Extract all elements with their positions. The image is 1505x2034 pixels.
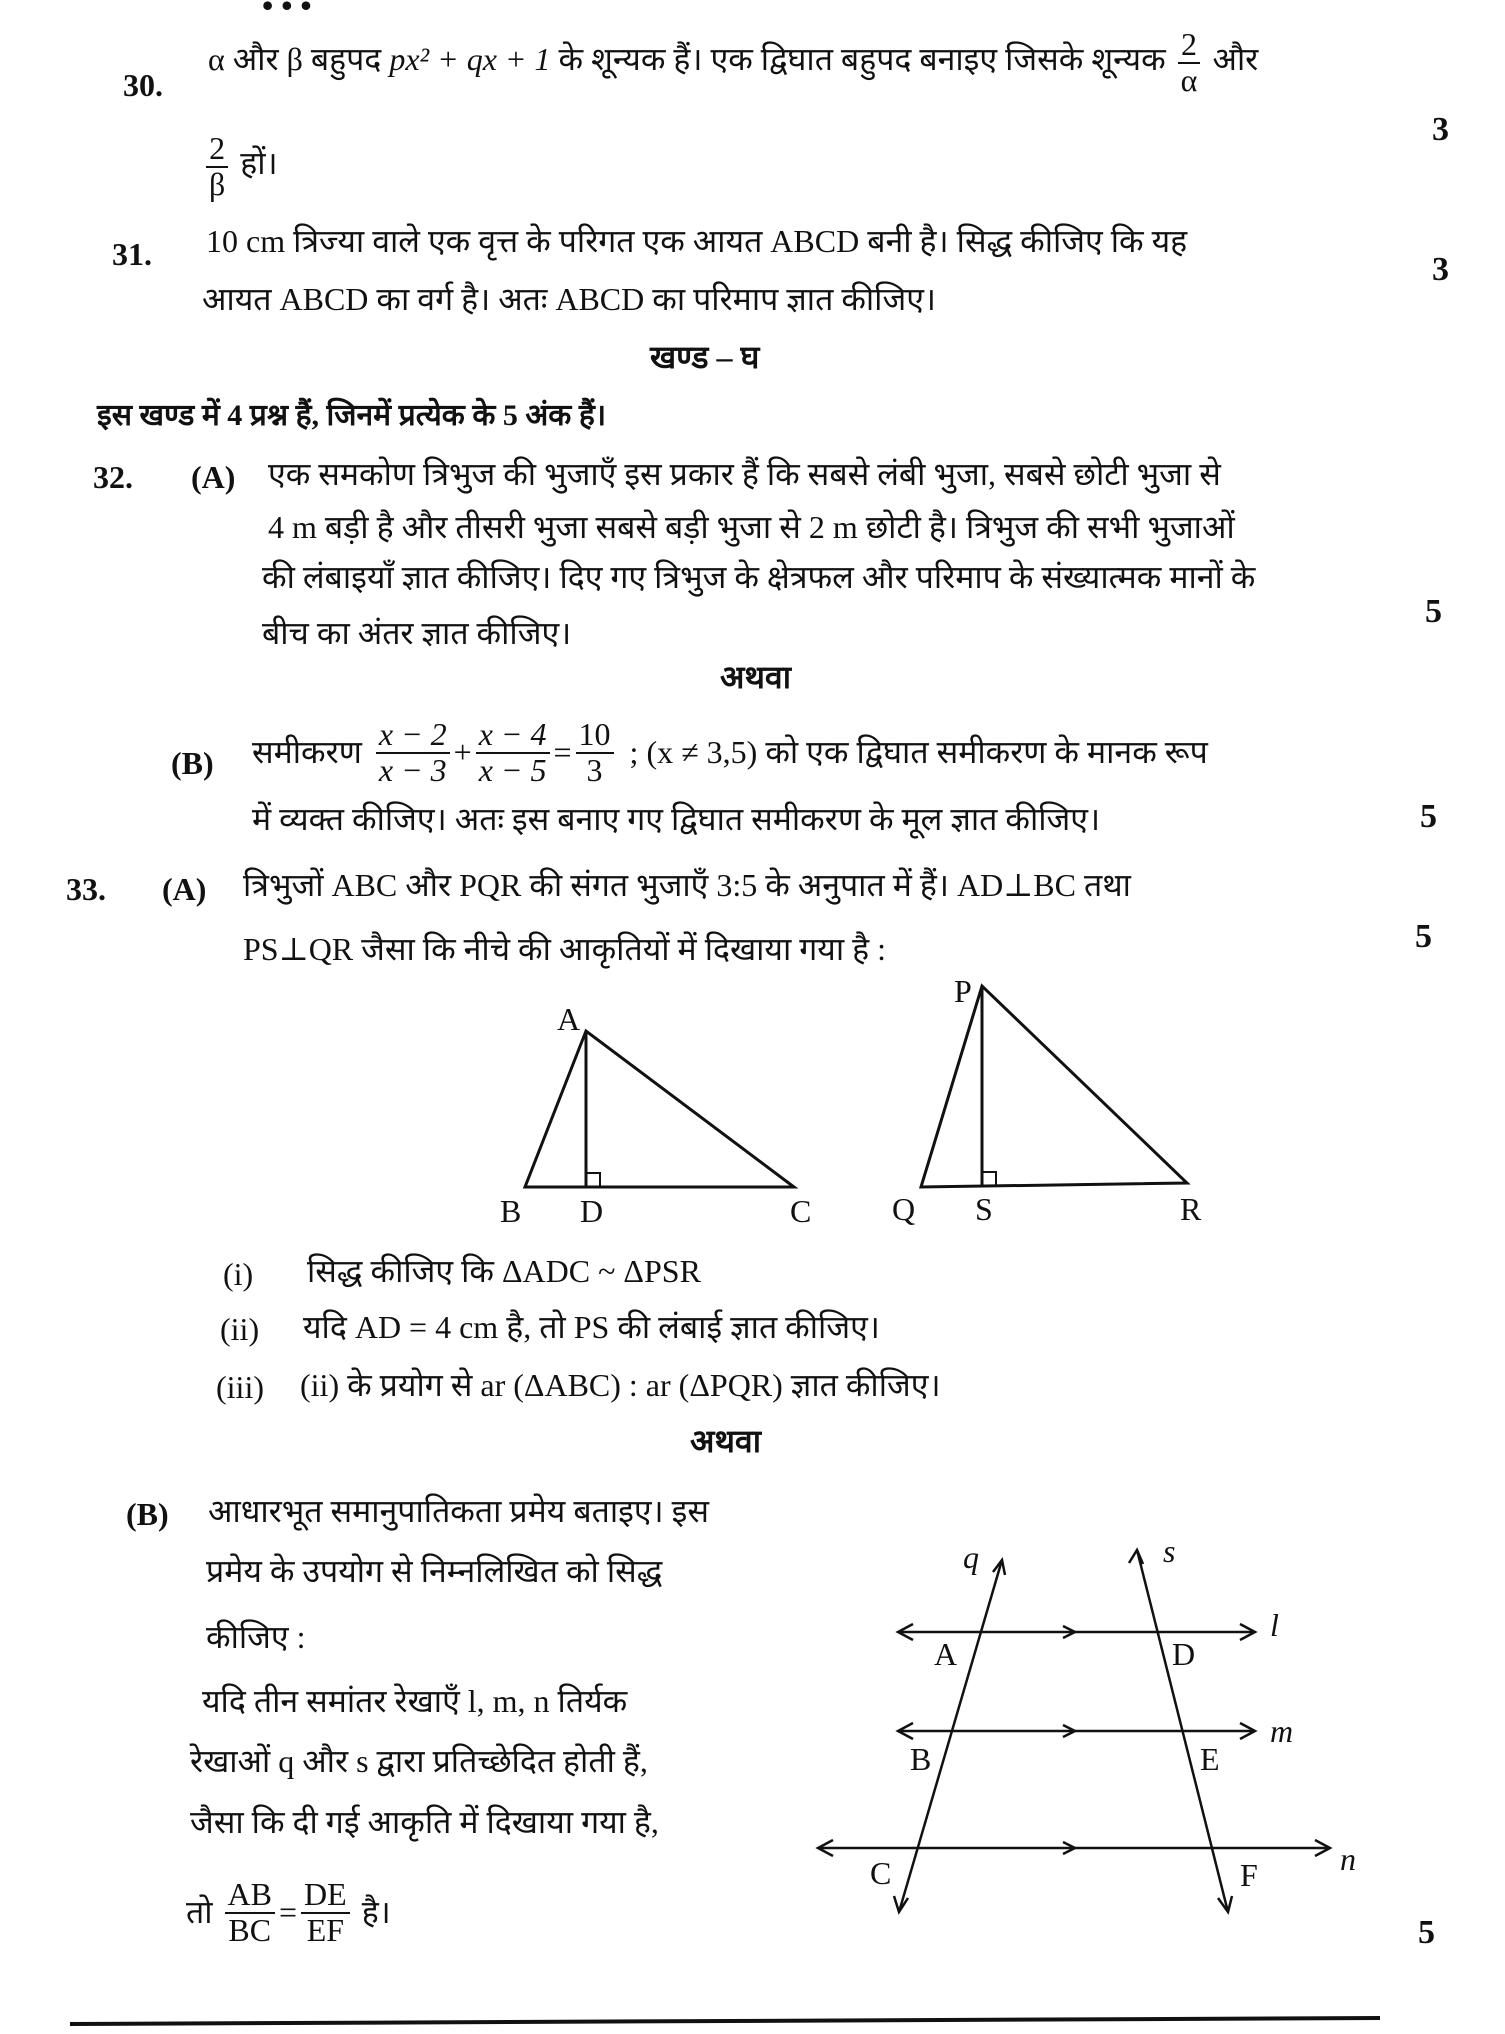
- q30-text: α और β बहुपद: [208, 40, 390, 77]
- fraction: $\frac{x - 2}{x - 3}$: [376, 718, 450, 787]
- q32-a-line: बीच का अंतर ज्ञात कीजिए।: [262, 615, 572, 651]
- question-31-marks: 3: [1432, 251, 1449, 288]
- or-divider: अथवा: [720, 659, 791, 695]
- label-b: B: [500, 1193, 522, 1229]
- top-marks: • • •: [262, 0, 312, 23]
- right-angle-d: [586, 1173, 600, 1187]
- q33-b-line: यदि तीन समांतर रेखाएँ l, m, n तिर्यक: [202, 1683, 628, 1719]
- question-30-marks: 3: [1432, 111, 1449, 148]
- label-d: D: [580, 1193, 604, 1229]
- label-point-b: B: [910, 1741, 932, 1777]
- question-31-line2: आयत ABCD का वर्ग है। अतः ABCD का परिमाप ज्ञात कीजिए।: [202, 281, 937, 317]
- label-s: S: [975, 1191, 993, 1227]
- q33-b-line: प्रमेय के उपयोग से निम्नलिखित को सिद्ध: [206, 1553, 663, 1589]
- fraction-ab-bc: $\frac{AB}{BC}$: [225, 1878, 275, 1947]
- question-30-number: 30.: [123, 67, 163, 103]
- q33-b-line: रेखाओं q और s द्वारा प्रतिच्छेदित होती हैं,: [190, 1743, 648, 1779]
- q33-a-line2: PS⊥QR जैसा कि नीचे की आकृतियों में दिखाया गया है :: [243, 931, 887, 967]
- q32-b-text: ; (x ≠ 3,5) को एक द्विघात समीकरण के मानक रूप: [629, 734, 1208, 771]
- q32-b-marks: 5: [1420, 798, 1437, 835]
- section-instruction: इस खण्ड में 4 प्रश्न हैं, जिनमें प्रत्येक के 5 अंक हैं।: [97, 399, 607, 432]
- q30-text: हों।: [232, 144, 278, 181]
- question-32-number: 32.: [93, 459, 133, 495]
- label-r: R: [1180, 1191, 1202, 1227]
- q33-b-line: कीजिए :: [206, 1619, 306, 1655]
- plus-sign: +: [453, 734, 472, 771]
- q33-part-text: यदि AD = 4 cm है, तो PS की लंबाई ज्ञात कीजिए।: [303, 1309, 880, 1345]
- label-point-d: D: [1172, 1636, 1196, 1672]
- q33-option-b-label: (B): [126, 1496, 169, 1532]
- label-line-n: n: [1340, 1841, 1356, 1877]
- q30-polynomial: px² + qx + 1: [389, 40, 551, 77]
- question-33-number: 33.: [66, 871, 106, 907]
- label-point-f: F: [1240, 1857, 1258, 1893]
- label-line-l: l: [1270, 1607, 1279, 1643]
- label-point-e: E: [1200, 1741, 1220, 1777]
- label-line-s: s: [1163, 1533, 1176, 1569]
- or-divider: अथवा: [690, 1423, 761, 1459]
- q33-part-text: (ii) के प्रयोग से ar (ΔABC) : ar (ΔPQR) ज्ञात कीजिए।: [300, 1367, 941, 1403]
- q33-part-text: सिद्ध कीजिए कि ΔADC ~ ΔPSR: [307, 1253, 701, 1289]
- q33-b-line: आधारभूत समानुपातिकता प्रमेय बताइए। इस: [208, 1493, 709, 1529]
- page-bottom-rule: [70, 2018, 1380, 2024]
- q30-text: के शून्यक हैं। एक द्विघात बहुपद बनाइए जिसके शून्यक: [550, 40, 1174, 77]
- q32-a-line: एक समकोण त्रिभुज की भुजाएँ इस प्रकार हैं कि सबसे लंबी भुजा, सबसे छोटी भुजा से: [268, 456, 1221, 492]
- q33-part-label: (ii): [220, 1311, 260, 1347]
- q32-a-line: की लंबाइयाँ ज्ञात कीजिए। दिए गए त्रिभुज के क्षेत्रफल और परिमाप के संख्यात्मक मानों के: [262, 559, 1256, 595]
- q33-b-conclusion: [186, 1878, 391, 1947]
- q33-b-text: है।: [361, 1894, 391, 1931]
- triangle-pqr: [921, 986, 1187, 1187]
- q33-b-marks: 5: [1418, 1914, 1435, 1951]
- fraction-de-ef: $\frac{DE}{EF}$: [301, 1878, 350, 1947]
- label-line-m: m: [1270, 1713, 1294, 1749]
- transversal-q: [899, 1560, 1002, 1912]
- section-title: खण्ड – घ: [650, 339, 760, 375]
- q33-part-label: (i): [223, 1256, 254, 1292]
- label-point-c: C: [870, 1855, 892, 1891]
- q33-a-line1: त्रिभुजों ABC और PQR की संगत भुजाएँ 3:5 के अनुपात में हैं। AD⊥BC तथा: [243, 867, 1131, 903]
- q32-option-b-label: (B): [171, 745, 214, 781]
- fraction: $\frac{x - 4}{x - 5}$: [476, 718, 550, 787]
- equals-sign: =: [553, 734, 572, 771]
- q30-text: और: [1204, 40, 1259, 77]
- question-31-number: 31.: [112, 236, 152, 272]
- label-p: P: [954, 973, 972, 1009]
- q32-a-line: 4 m बड़ी है और तीसरी भुजा सबसे बड़ी भुजा से 2 m छोटी है। त्रिभुज की सभी भुजाओं: [268, 509, 1235, 545]
- q33-b-line: जैसा कि दी गई आकृति में दिखाया गया है,: [190, 1804, 659, 1840]
- label-point-a: A: [934, 1636, 958, 1672]
- triangle-abc: [525, 1031, 794, 1187]
- q32-b-text: समीकरण: [252, 734, 362, 771]
- label-a: A: [557, 1001, 581, 1037]
- q33-b-text: तो: [186, 1894, 213, 1931]
- fraction-2-beta: $\frac{2}{\beta}$: [206, 132, 228, 201]
- q33-a-marks: 5: [1415, 918, 1432, 955]
- q32-b-line2: में व्यक्त कीजिए। अतः इस बनाए गए द्विघात समीकरण के मूल ज्ञात कीजिए।: [252, 801, 1101, 837]
- label-line-q: q: [963, 1539, 979, 1575]
- q32-option-a-label: (A): [191, 459, 236, 495]
- q33-part-label: (iii): [216, 1369, 264, 1405]
- fraction: $\frac{10}{3}$: [576, 718, 614, 787]
- q33-option-a-label: (A): [162, 871, 207, 907]
- right-angle-s: [982, 1172, 996, 1186]
- label-q: Q: [892, 1191, 916, 1227]
- equals-sign: =: [278, 1894, 298, 1931]
- fraction-2-alpha: $\frac{2}{\alpha}$: [1178, 28, 1201, 97]
- label-c: C: [790, 1193, 812, 1229]
- q32-a-marks: 5: [1425, 593, 1442, 630]
- question-31-line1: 10 cm त्रिज्या वाले एक वृत्त के परिगत एक आयत ABCD बनी है। सिद्ध कीजिए कि यह: [206, 223, 1188, 259]
